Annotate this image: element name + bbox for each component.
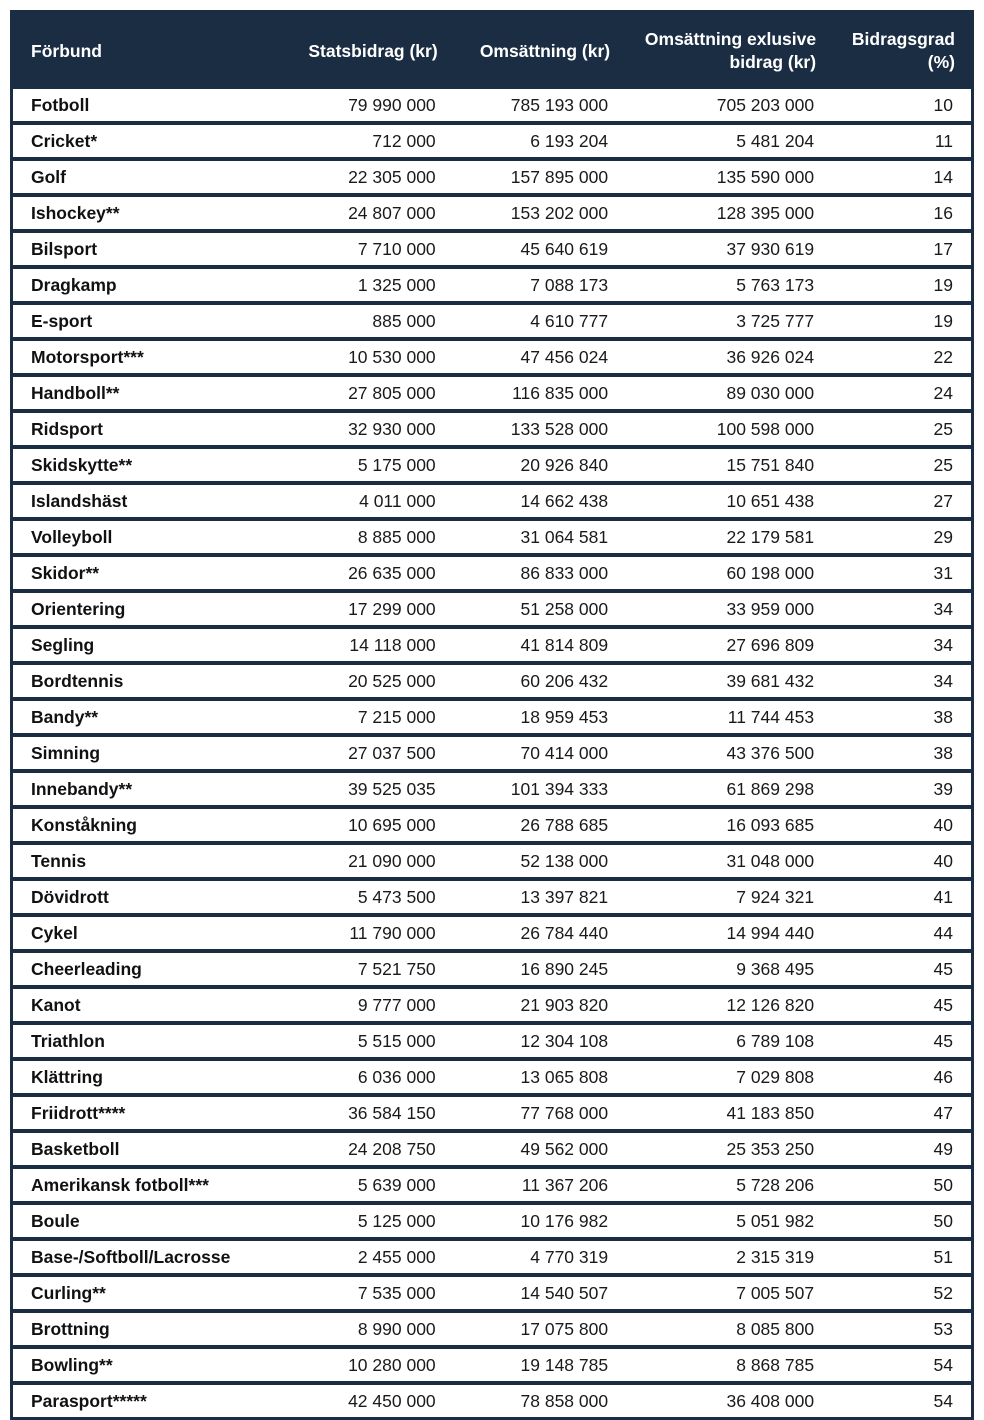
cell-omsattning: 26 788 685 bbox=[454, 805, 626, 841]
table-row bbox=[13, 157, 971, 193]
cell-bidragsgrad: 46 bbox=[832, 1057, 971, 1093]
cell-forbund: Basketboll bbox=[13, 1129, 272, 1165]
cell-bidragsgrad: 40 bbox=[832, 841, 971, 877]
cell-forbund: Ishockey** bbox=[13, 193, 272, 229]
cell-bidragsgrad: 39 bbox=[832, 769, 971, 805]
cell-bidragsgrad: 25 bbox=[832, 445, 971, 481]
cell-omsattning-exklusive-bidrag: 8 085 800 bbox=[626, 1309, 832, 1345]
cell-omsattning-exklusive-bidrag: 135 590 000 bbox=[626, 157, 832, 193]
cell-statsbidrag: 7 215 000 bbox=[272, 697, 454, 733]
cell-statsbidrag: 712 000 bbox=[272, 121, 454, 157]
cell-omsattning: 86 833 000 bbox=[454, 553, 626, 589]
cell-omsattning-exklusive-bidrag: 2 315 319 bbox=[626, 1237, 832, 1273]
cell-forbund: Islandshäst bbox=[13, 481, 272, 517]
cell-statsbidrag: 32 930 000 bbox=[272, 409, 454, 445]
cell-omsattning: 153 202 000 bbox=[454, 193, 626, 229]
cell-forbund: Skidskytte** bbox=[13, 445, 272, 481]
cell-bidragsgrad: 10 bbox=[832, 89, 971, 121]
cell-forbund: Skidor** bbox=[13, 553, 272, 589]
table-row bbox=[13, 1237, 971, 1273]
cell-omsattning: 7 088 173 bbox=[454, 265, 626, 301]
cell-statsbidrag: 10 695 000 bbox=[272, 805, 454, 841]
cell-forbund: Dövidrott bbox=[13, 877, 272, 913]
cell-omsattning: 17 075 800 bbox=[454, 1309, 626, 1345]
cell-bidragsgrad: 49 bbox=[832, 1129, 971, 1165]
cell-forbund: Simning bbox=[13, 733, 272, 769]
cell-forbund: Ridsport bbox=[13, 409, 272, 445]
cell-bidragsgrad: 50 bbox=[832, 1201, 971, 1237]
cell-omsattning: 52 138 000 bbox=[454, 841, 626, 877]
cell-omsattning: 26 784 440 bbox=[454, 913, 626, 949]
cell-omsattning: 31 064 581 bbox=[454, 517, 626, 553]
cell-forbund: Boule bbox=[13, 1201, 272, 1237]
table-row bbox=[13, 985, 971, 1021]
cell-statsbidrag: 36 584 150 bbox=[272, 1093, 454, 1129]
cell-omsattning: 18 959 453 bbox=[454, 697, 626, 733]
cell-bidragsgrad: 45 bbox=[832, 985, 971, 1021]
cell-omsattning: 4 770 319 bbox=[454, 1237, 626, 1273]
cell-bidragsgrad: 11 bbox=[832, 121, 971, 157]
cell-omsattning-exklusive-bidrag: 37 930 619 bbox=[626, 229, 832, 265]
cell-statsbidrag: 5 125 000 bbox=[272, 1201, 454, 1237]
cell-forbund: Kanot bbox=[13, 985, 272, 1021]
table-row bbox=[13, 1345, 971, 1381]
cell-omsattning: 41 814 809 bbox=[454, 625, 626, 661]
table-row bbox=[13, 769, 971, 805]
cell-statsbidrag: 11 790 000 bbox=[272, 913, 454, 949]
cell-omsattning-exklusive-bidrag: 5 763 173 bbox=[626, 265, 832, 301]
cell-statsbidrag: 24 208 750 bbox=[272, 1129, 454, 1165]
table-row bbox=[13, 1021, 971, 1057]
cell-omsattning-exklusive-bidrag: 33 959 000 bbox=[626, 589, 832, 625]
table-row bbox=[13, 1165, 971, 1201]
cell-omsattning-exklusive-bidrag: 7 029 808 bbox=[626, 1057, 832, 1093]
cell-forbund: Tennis bbox=[13, 841, 272, 877]
cell-omsattning-exklusive-bidrag: 31 048 000 bbox=[626, 841, 832, 877]
cell-omsattning-exklusive-bidrag: 128 395 000 bbox=[626, 193, 832, 229]
cell-omsattning-exklusive-bidrag: 25 353 250 bbox=[626, 1129, 832, 1165]
cell-bidragsgrad: 17 bbox=[832, 229, 971, 265]
cell-statsbidrag: 39 525 035 bbox=[272, 769, 454, 805]
cell-forbund: Orientering bbox=[13, 589, 272, 625]
cell-forbund: Handboll** bbox=[13, 373, 272, 409]
cell-bidragsgrad: 16 bbox=[832, 193, 971, 229]
cell-omsattning: 16 890 245 bbox=[454, 949, 626, 985]
cell-omsattning: 10 176 982 bbox=[454, 1201, 626, 1237]
cell-omsattning-exklusive-bidrag: 89 030 000 bbox=[626, 373, 832, 409]
table-row bbox=[13, 661, 971, 697]
cell-statsbidrag: 79 990 000 bbox=[272, 89, 454, 121]
cell-bidragsgrad: 38 bbox=[832, 697, 971, 733]
table-row bbox=[13, 337, 971, 373]
cell-omsattning-exklusive-bidrag: 5 728 206 bbox=[626, 1165, 832, 1201]
table-row bbox=[13, 409, 971, 445]
cell-omsattning: 4 610 777 bbox=[454, 301, 626, 337]
cell-forbund: Brottning bbox=[13, 1309, 272, 1345]
cell-bidragsgrad: 40 bbox=[832, 805, 971, 841]
cell-statsbidrag: 42 450 000 bbox=[272, 1381, 454, 1417]
cell-bidragsgrad: 34 bbox=[832, 661, 971, 697]
cell-omsattning-exklusive-bidrag: 5 481 204 bbox=[626, 121, 832, 157]
cell-forbund: Bowling** bbox=[13, 1345, 272, 1381]
cell-statsbidrag: 5 639 000 bbox=[272, 1165, 454, 1201]
cell-forbund: Klättring bbox=[13, 1057, 272, 1093]
table-row bbox=[13, 1381, 971, 1417]
cell-omsattning: 13 397 821 bbox=[454, 877, 626, 913]
cell-omsattning: 101 394 333 bbox=[454, 769, 626, 805]
cell-statsbidrag: 20 525 000 bbox=[272, 661, 454, 697]
header-row bbox=[13, 13, 971, 89]
cell-omsattning-exklusive-bidrag: 15 751 840 bbox=[626, 445, 832, 481]
cell-omsattning-exklusive-bidrag: 61 869 298 bbox=[626, 769, 832, 805]
cell-bidragsgrad: 44 bbox=[832, 913, 971, 949]
cell-forbund: Cheerleading bbox=[13, 949, 272, 985]
cell-statsbidrag: 8 990 000 bbox=[272, 1309, 454, 1345]
cell-statsbidrag: 7 535 000 bbox=[272, 1273, 454, 1309]
table-row bbox=[13, 193, 971, 229]
cell-omsattning: 12 304 108 bbox=[454, 1021, 626, 1057]
cell-omsattning-exklusive-bidrag: 41 183 850 bbox=[626, 1093, 832, 1129]
table-row bbox=[13, 481, 971, 517]
cell-bidragsgrad: 52 bbox=[832, 1273, 971, 1309]
cell-omsattning-exklusive-bidrag: 36 408 000 bbox=[626, 1381, 832, 1417]
cell-omsattning-exklusive-bidrag: 10 651 438 bbox=[626, 481, 832, 517]
table-row bbox=[13, 733, 971, 769]
cell-omsattning-exklusive-bidrag: 8 868 785 bbox=[626, 1345, 832, 1381]
cell-statsbidrag: 27 037 500 bbox=[272, 733, 454, 769]
table-row bbox=[13, 89, 971, 121]
cell-bidragsgrad: 25 bbox=[832, 409, 971, 445]
cell-statsbidrag: 1 325 000 bbox=[272, 265, 454, 301]
cell-forbund: Parasport***** bbox=[13, 1381, 272, 1417]
cell-statsbidrag: 4 011 000 bbox=[272, 481, 454, 517]
cell-omsattning: 49 562 000 bbox=[454, 1129, 626, 1165]
cell-omsattning: 19 148 785 bbox=[454, 1345, 626, 1381]
cell-omsattning-exklusive-bidrag: 14 994 440 bbox=[626, 913, 832, 949]
cell-bidragsgrad: 19 bbox=[832, 301, 971, 337]
cell-bidragsgrad: 45 bbox=[832, 949, 971, 985]
table-row bbox=[13, 877, 971, 913]
cell-forbund: Friidrott**** bbox=[13, 1093, 272, 1129]
cell-statsbidrag: 10 530 000 bbox=[272, 337, 454, 373]
cell-forbund: Segling bbox=[13, 625, 272, 661]
cell-statsbidrag: 7 710 000 bbox=[272, 229, 454, 265]
table-body bbox=[13, 89, 971, 1417]
cell-bidragsgrad: 41 bbox=[832, 877, 971, 913]
table-row bbox=[13, 697, 971, 733]
cell-statsbidrag: 5 473 500 bbox=[272, 877, 454, 913]
cell-omsattning-exklusive-bidrag: 39 681 432 bbox=[626, 661, 832, 697]
table-row bbox=[13, 1129, 971, 1165]
cell-statsbidrag: 7 521 750 bbox=[272, 949, 454, 985]
table-header bbox=[13, 13, 971, 89]
table-row bbox=[13, 1273, 971, 1309]
table-row bbox=[13, 841, 971, 877]
table-row bbox=[13, 265, 971, 301]
table-row bbox=[13, 229, 971, 265]
cell-forbund: Bilsport bbox=[13, 229, 272, 265]
column-header-statsbidrag: Statsbidrag (kr) bbox=[272, 13, 454, 89]
cell-omsattning-exklusive-bidrag: 100 598 000 bbox=[626, 409, 832, 445]
cell-bidragsgrad: 53 bbox=[832, 1309, 971, 1345]
cell-omsattning-exklusive-bidrag: 7 005 507 bbox=[626, 1273, 832, 1309]
table-row bbox=[13, 445, 971, 481]
table-row bbox=[13, 517, 971, 553]
cell-omsattning: 11 367 206 bbox=[454, 1165, 626, 1201]
cell-bidragsgrad: 34 bbox=[832, 625, 971, 661]
table-row bbox=[13, 949, 971, 985]
cell-forbund: Cricket* bbox=[13, 121, 272, 157]
cell-omsattning: 47 456 024 bbox=[454, 337, 626, 373]
cell-statsbidrag: 26 635 000 bbox=[272, 553, 454, 589]
cell-forbund: Fotboll bbox=[13, 89, 272, 121]
cell-statsbidrag: 14 118 000 bbox=[272, 625, 454, 661]
cell-statsbidrag: 8 885 000 bbox=[272, 517, 454, 553]
cell-forbund: Amerikansk fotboll*** bbox=[13, 1165, 272, 1201]
cell-statsbidrag: 885 000 bbox=[272, 301, 454, 337]
table-row bbox=[13, 589, 971, 625]
cell-bidragsgrad: 19 bbox=[832, 265, 971, 301]
table-row bbox=[13, 1057, 971, 1093]
cell-bidragsgrad: 54 bbox=[832, 1345, 971, 1381]
cell-forbund: Cykel bbox=[13, 913, 272, 949]
cell-omsattning: 77 768 000 bbox=[454, 1093, 626, 1129]
cell-omsattning: 6 193 204 bbox=[454, 121, 626, 157]
cell-omsattning: 78 858 000 bbox=[454, 1381, 626, 1417]
cell-omsattning: 21 903 820 bbox=[454, 985, 626, 1021]
cell-statsbidrag: 17 299 000 bbox=[272, 589, 454, 625]
cell-omsattning-exklusive-bidrag: 9 368 495 bbox=[626, 949, 832, 985]
cell-statsbidrag: 24 807 000 bbox=[272, 193, 454, 229]
table-row bbox=[13, 553, 971, 589]
cell-forbund: Curling** bbox=[13, 1273, 272, 1309]
cell-omsattning: 14 662 438 bbox=[454, 481, 626, 517]
table-row bbox=[13, 625, 971, 661]
cell-omsattning-exklusive-bidrag: 27 696 809 bbox=[626, 625, 832, 661]
table-row bbox=[13, 373, 971, 409]
cell-bidragsgrad: 50 bbox=[832, 1165, 971, 1201]
cell-omsattning: 14 540 507 bbox=[454, 1273, 626, 1309]
cell-bidragsgrad: 27 bbox=[832, 481, 971, 517]
table-row bbox=[13, 805, 971, 841]
cell-omsattning: 133 528 000 bbox=[454, 409, 626, 445]
cell-bidragsgrad: 34 bbox=[832, 589, 971, 625]
cell-forbund: Dragkamp bbox=[13, 265, 272, 301]
cell-statsbidrag: 22 305 000 bbox=[272, 157, 454, 193]
cell-statsbidrag: 9 777 000 bbox=[272, 985, 454, 1021]
federation-grants-table bbox=[10, 10, 974, 1420]
cell-bidragsgrad: 22 bbox=[832, 337, 971, 373]
cell-omsattning-exklusive-bidrag: 22 179 581 bbox=[626, 517, 832, 553]
cell-statsbidrag: 21 090 000 bbox=[272, 841, 454, 877]
cell-bidragsgrad: 51 bbox=[832, 1237, 971, 1273]
column-header-omsattning: Omsättning (kr) bbox=[454, 13, 626, 89]
cell-forbund: Motorsport*** bbox=[13, 337, 272, 373]
cell-omsattning-exklusive-bidrag: 36 926 024 bbox=[626, 337, 832, 373]
cell-omsattning: 13 065 808 bbox=[454, 1057, 626, 1093]
column-header-bidragsgrad: Bidragsgrad (%) bbox=[832, 13, 971, 89]
cell-forbund: Volleyboll bbox=[13, 517, 272, 553]
cell-statsbidrag: 27 805 000 bbox=[272, 373, 454, 409]
column-header-omsattning-exklusive-bidrag: Omsättning exlusive bidrag (kr) bbox=[626, 13, 832, 89]
cell-omsattning-exklusive-bidrag: 3 725 777 bbox=[626, 301, 832, 337]
cell-omsattning: 60 206 432 bbox=[454, 661, 626, 697]
cell-omsattning: 51 258 000 bbox=[454, 589, 626, 625]
cell-omsattning: 70 414 000 bbox=[454, 733, 626, 769]
table-row bbox=[13, 913, 971, 949]
cell-statsbidrag: 5 515 000 bbox=[272, 1021, 454, 1057]
cell-forbund: Triathlon bbox=[13, 1021, 272, 1057]
table-row bbox=[13, 1201, 971, 1237]
cell-statsbidrag: 2 455 000 bbox=[272, 1237, 454, 1273]
table-row bbox=[13, 1309, 971, 1345]
cell-omsattning-exklusive-bidrag: 705 203 000 bbox=[626, 89, 832, 121]
cell-forbund: Base-/Softboll/Lacrosse bbox=[13, 1237, 272, 1273]
cell-bidragsgrad: 14 bbox=[832, 157, 971, 193]
cell-statsbidrag: 5 175 000 bbox=[272, 445, 454, 481]
cell-forbund: Bordtennis bbox=[13, 661, 272, 697]
cell-omsattning: 20 926 840 bbox=[454, 445, 626, 481]
cell-omsattning-exklusive-bidrag: 7 924 321 bbox=[626, 877, 832, 913]
column-header-forbund: Förbund bbox=[13, 13, 272, 89]
table-row bbox=[13, 1093, 971, 1129]
cell-statsbidrag: 6 036 000 bbox=[272, 1057, 454, 1093]
cell-bidragsgrad: 45 bbox=[832, 1021, 971, 1057]
cell-bidragsgrad: 29 bbox=[832, 517, 971, 553]
cell-bidragsgrad: 38 bbox=[832, 733, 971, 769]
cell-omsattning-exklusive-bidrag: 16 093 685 bbox=[626, 805, 832, 841]
cell-omsattning-exklusive-bidrag: 60 198 000 bbox=[626, 553, 832, 589]
cell-forbund: Konståkning bbox=[13, 805, 272, 841]
cell-forbund: Bandy** bbox=[13, 697, 272, 733]
cell-omsattning-exklusive-bidrag: 12 126 820 bbox=[626, 985, 832, 1021]
cell-omsattning: 157 895 000 bbox=[454, 157, 626, 193]
cell-omsattning-exklusive-bidrag: 43 376 500 bbox=[626, 733, 832, 769]
cell-omsattning-exklusive-bidrag: 6 789 108 bbox=[626, 1021, 832, 1057]
cell-omsattning-exklusive-bidrag: 5 051 982 bbox=[626, 1201, 832, 1237]
cell-bidragsgrad: 54 bbox=[832, 1381, 971, 1417]
cell-bidragsgrad: 47 bbox=[832, 1093, 971, 1129]
cell-omsattning: 785 193 000 bbox=[454, 89, 626, 121]
cell-bidragsgrad: 24 bbox=[832, 373, 971, 409]
cell-omsattning: 45 640 619 bbox=[454, 229, 626, 265]
cell-statsbidrag: 10 280 000 bbox=[272, 1345, 454, 1381]
cell-forbund: E-sport bbox=[13, 301, 272, 337]
cell-omsattning-exklusive-bidrag: 11 744 453 bbox=[626, 697, 832, 733]
cell-forbund: Innebandy** bbox=[13, 769, 272, 805]
cell-forbund: Golf bbox=[13, 157, 272, 193]
table-row bbox=[13, 301, 971, 337]
cell-omsattning: 116 835 000 bbox=[454, 373, 626, 409]
cell-bidragsgrad: 31 bbox=[832, 553, 971, 589]
table-row bbox=[13, 121, 971, 157]
